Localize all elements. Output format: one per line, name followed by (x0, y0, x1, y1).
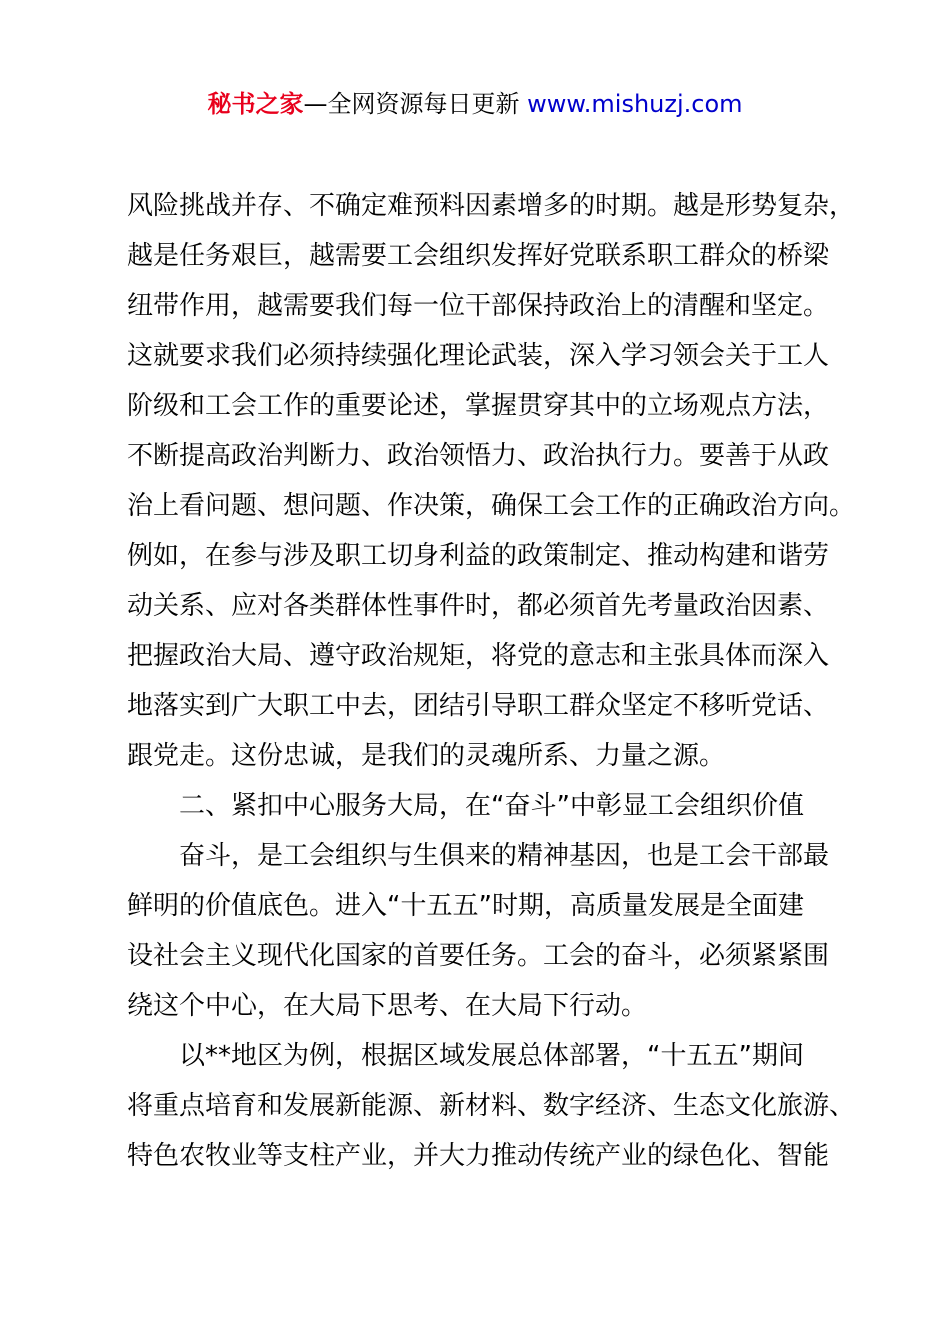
section-heading: 二、紧扣中心服务大局，在“奋斗”中彰显工会组织价值 (179, 791, 804, 821)
body-line: 治上看问题、想问题、作决策，确保工会工作的正确政治方向。 (127, 491, 856, 521)
body-line: 风险挑战并存、不确定难预料因素增多的时期。越是形势复杂， (127, 191, 856, 221)
body-line: 绕这个中心，在大局下思考、在大局下行动。 (127, 991, 648, 1021)
body-line: 设社会主义现代化国家的首要任务。工会的奋斗，必须紧紧围 (127, 941, 830, 971)
body-line: 鲜明的价值底色。进入“十五五”时期，高质量发展是全面建 (127, 891, 804, 921)
document-body (127, 181, 857, 1181)
body-line: 阶级和工会工作的重要论述，掌握贯穿其中的立场观点方法， (127, 391, 830, 421)
body-line: 越是任务艰巨，越需要工会组织发挥好党联系职工群众的桥梁 (127, 241, 830, 271)
body-line: 特色农牧业等支柱产业，并大力推动传统产业的绿色化、智能 (127, 1141, 830, 1171)
body-line: 以**地区为例，根据区域发展总体部署，“十五五”期间 (179, 1041, 804, 1071)
site-url-link[interactable]: www.mishuzj.com (527, 90, 743, 118)
body-line: 跟党走。这份忠诚，是我们的灵魂所系、力量之源。 (127, 741, 726, 771)
body-line: 奋斗，是工会组织与生俱来的精神基因，也是工会干部最 (179, 841, 830, 871)
body-line: 动关系、应对各类群体性事件时，都必须首先考量政治因素、 (127, 591, 830, 621)
body-line: 这就要求我们必须持续强化理论武装，深入学习领会关于工人 (127, 341, 830, 371)
header-tagline: —全网资源每日更新 (303, 90, 528, 118)
brand-name: 秘书之家 (207, 90, 304, 118)
body-line: 地落实到广大职工中去，团结引导职工群众坚定不移听党话、 (127, 691, 830, 721)
body-line: 将重点培育和发展新能源、新材料、数字经济、生态文化旅游、 (127, 1091, 856, 1121)
body-line: 不断提高政治判断力、政治领悟力、政治执行力。要善于从政 (127, 441, 830, 471)
body-line: 纽带作用，越需要我们每一位干部保持政治上的清醒和坚定。 (127, 291, 830, 321)
page-header (0, 86, 950, 122)
body-line: 例如，在参与涉及职工切身利益的政策制定、推动构建和谐劳 (127, 541, 830, 571)
body-line: 把握政治大局、遵守政治规矩，将党的意志和主张具体而深入 (127, 641, 830, 671)
